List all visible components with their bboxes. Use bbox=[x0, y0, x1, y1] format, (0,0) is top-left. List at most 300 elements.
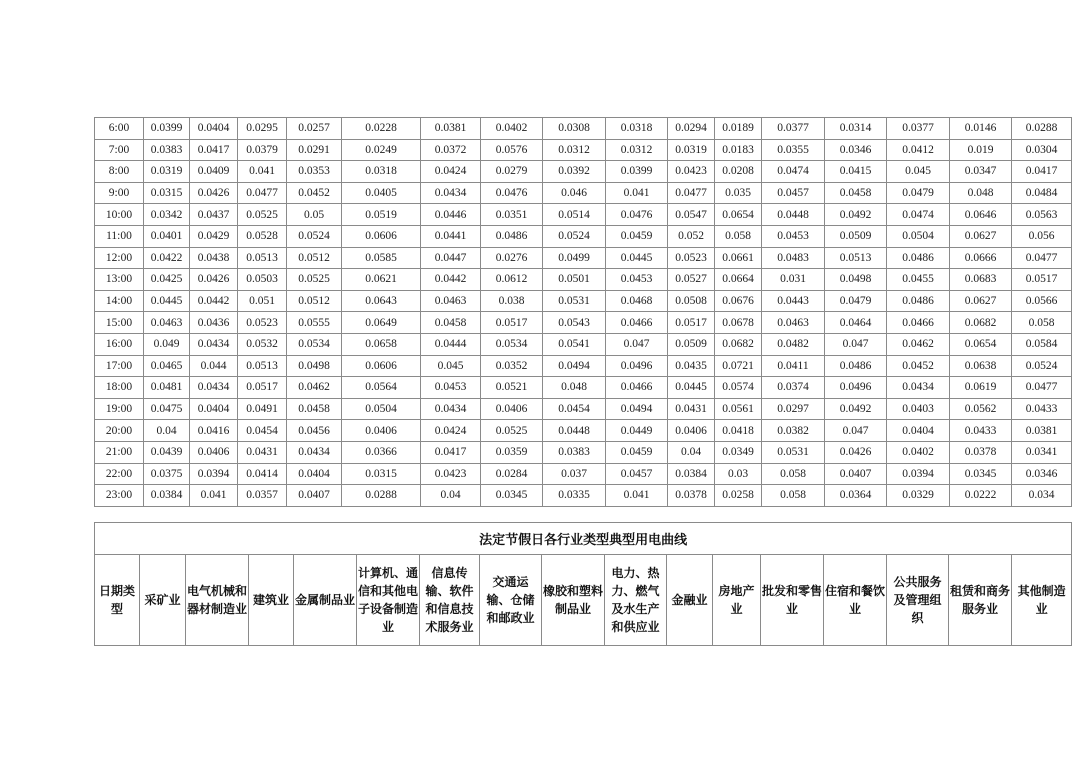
value-cell: 0.0496 bbox=[606, 355, 668, 377]
value-cell: 0.034 bbox=[1012, 485, 1072, 507]
value-cell: 0.0446 bbox=[421, 204, 481, 226]
value-cell: 0.0404 bbox=[190, 398, 238, 420]
value-cell: 0.0341 bbox=[1012, 441, 1072, 463]
value-cell: 0.0481 bbox=[144, 377, 190, 399]
value-cell: 0.0439 bbox=[144, 441, 190, 463]
value-cell: 0.0468 bbox=[606, 290, 668, 312]
value-cell: 0.0498 bbox=[287, 355, 342, 377]
hourly-row bbox=[95, 161, 1072, 183]
time-cell: 23:00 bbox=[95, 485, 144, 507]
value-cell: 0.0422 bbox=[144, 247, 190, 269]
value-cell: 0.0351 bbox=[481, 204, 543, 226]
value-cell: 0.0315 bbox=[144, 182, 190, 204]
value-cell: 0.0525 bbox=[287, 269, 342, 291]
value-cell: 0.0318 bbox=[342, 161, 421, 183]
industry-column-header: 建筑业 bbox=[249, 555, 294, 646]
value-cell: 0.0394 bbox=[190, 463, 238, 485]
value-cell: 0.0384 bbox=[144, 485, 190, 507]
value-cell: 0.0378 bbox=[950, 441, 1012, 463]
industry-column-header: 公共服务及管理组织 bbox=[887, 555, 949, 646]
time-cell: 21:00 bbox=[95, 441, 144, 463]
value-cell: 0.0425 bbox=[144, 269, 190, 291]
hourly-row bbox=[95, 312, 1072, 334]
value-cell: 0.041 bbox=[606, 182, 668, 204]
time-cell: 13:00 bbox=[95, 269, 144, 291]
value-cell: 0.0512 bbox=[287, 290, 342, 312]
value-cell: 0.0517 bbox=[238, 377, 287, 399]
value-cell: 0.0257 bbox=[287, 118, 342, 140]
value-cell: 0.0477 bbox=[1012, 377, 1072, 399]
time-cell: 19:00 bbox=[95, 398, 144, 420]
value-cell: 0.0295 bbox=[238, 118, 287, 140]
value-cell: 0.0411 bbox=[762, 355, 825, 377]
hourly-row bbox=[95, 333, 1072, 355]
value-cell: 0.0486 bbox=[887, 247, 950, 269]
industry-column-header: 金融业 bbox=[667, 555, 713, 646]
time-cell: 20:00 bbox=[95, 420, 144, 442]
value-cell: 0.0486 bbox=[887, 290, 950, 312]
value-cell: 0.0508 bbox=[668, 290, 715, 312]
value-cell: 0.0524 bbox=[1012, 355, 1072, 377]
value-cell: 0.0291 bbox=[287, 139, 342, 161]
value-cell: 0.0541 bbox=[543, 333, 606, 355]
value-cell: 0.0416 bbox=[190, 420, 238, 442]
value-cell: 0.0399 bbox=[606, 161, 668, 183]
time-cell: 10:00 bbox=[95, 204, 144, 226]
value-cell: 0.0346 bbox=[1012, 463, 1072, 485]
value-cell: 0.0479 bbox=[825, 290, 887, 312]
value-cell: 0.0294 bbox=[668, 118, 715, 140]
value-cell: 0.0509 bbox=[668, 333, 715, 355]
value-cell: 0.058 bbox=[762, 485, 825, 507]
time-cell: 11:00 bbox=[95, 225, 144, 247]
value-cell: 0.0381 bbox=[1012, 420, 1072, 442]
value-cell: 0.0606 bbox=[342, 225, 421, 247]
value-cell: 0.0682 bbox=[950, 312, 1012, 334]
value-cell: 0.0455 bbox=[887, 269, 950, 291]
value-cell: 0.0437 bbox=[190, 204, 238, 226]
value-cell: 0.0503 bbox=[238, 269, 287, 291]
value-cell: 0.0721 bbox=[715, 355, 762, 377]
value-cell: 0.0523 bbox=[238, 312, 287, 334]
value-cell: 0.0564 bbox=[342, 377, 421, 399]
value-cell: 0.0476 bbox=[481, 182, 543, 204]
value-cell: 0.0297 bbox=[762, 398, 825, 420]
value-cell: 0.0494 bbox=[606, 398, 668, 420]
value-cell: 0.058 bbox=[762, 463, 825, 485]
value-cell: 0.0474 bbox=[887, 204, 950, 226]
value-cell: 0.0525 bbox=[238, 204, 287, 226]
value-cell: 0.0452 bbox=[287, 182, 342, 204]
value-cell: 0.0312 bbox=[606, 139, 668, 161]
industry-column-header: 其他制造业 bbox=[1012, 555, 1072, 646]
value-cell: 0.0319 bbox=[144, 161, 190, 183]
value-cell: 0.0683 bbox=[950, 269, 1012, 291]
value-cell: 0.0621 bbox=[342, 269, 421, 291]
value-cell: 0.0443 bbox=[762, 290, 825, 312]
value-cell: 0.0405 bbox=[342, 182, 421, 204]
value-cell: 0.0357 bbox=[238, 485, 287, 507]
value-cell: 0.056 bbox=[1012, 225, 1072, 247]
value-cell: 0.0382 bbox=[762, 420, 825, 442]
value-cell: 0.0423 bbox=[668, 161, 715, 183]
value-cell: 0.0318 bbox=[606, 118, 668, 140]
value-cell: 0.0492 bbox=[825, 204, 887, 226]
value-cell: 0.0574 bbox=[715, 377, 762, 399]
value-cell: 0.0496 bbox=[825, 377, 887, 399]
value-cell: 0.0442 bbox=[421, 269, 481, 291]
industry-header-row bbox=[95, 555, 1072, 646]
value-cell: 0.0444 bbox=[421, 333, 481, 355]
value-cell: 0.0335 bbox=[543, 485, 606, 507]
value-cell: 0.0527 bbox=[668, 269, 715, 291]
value-cell: 0.0454 bbox=[238, 420, 287, 442]
value-cell: 0.0563 bbox=[1012, 204, 1072, 226]
value-cell: 0.049 bbox=[144, 333, 190, 355]
time-cell: 7:00 bbox=[95, 139, 144, 161]
value-cell: 0.0364 bbox=[825, 485, 887, 507]
industry-column-header: 房地产业 bbox=[713, 555, 761, 646]
value-cell: 0.0434 bbox=[287, 441, 342, 463]
value-cell: 0.04 bbox=[421, 485, 481, 507]
industry-column-header: 金属制品业 bbox=[294, 555, 357, 646]
value-cell: 0.05 bbox=[287, 204, 342, 226]
value-cell: 0.0378 bbox=[668, 485, 715, 507]
value-cell: 0.04 bbox=[668, 441, 715, 463]
value-cell: 0.0352 bbox=[481, 355, 543, 377]
value-cell: 0.0445 bbox=[144, 290, 190, 312]
value-cell: 0.045 bbox=[887, 161, 950, 183]
value-cell: 0.0436 bbox=[190, 312, 238, 334]
value-cell: 0.0484 bbox=[1012, 182, 1072, 204]
value-cell: 0.0433 bbox=[1012, 398, 1072, 420]
value-cell: 0.0403 bbox=[887, 398, 950, 420]
value-cell: 0.0466 bbox=[606, 312, 668, 334]
value-cell: 0.0441 bbox=[421, 225, 481, 247]
hourly-row bbox=[95, 463, 1072, 485]
value-cell: 0.0479 bbox=[887, 182, 950, 204]
value-cell: 0.0423 bbox=[421, 463, 481, 485]
value-cell: 0.019 bbox=[950, 139, 1012, 161]
value-cell: 0.0512 bbox=[287, 247, 342, 269]
value-cell: 0.0664 bbox=[715, 269, 762, 291]
value-cell: 0.0477 bbox=[238, 182, 287, 204]
value-cell: 0.0465 bbox=[144, 355, 190, 377]
value-cell: 0.0457 bbox=[762, 182, 825, 204]
time-cell: 6:00 bbox=[95, 118, 144, 140]
value-cell: 0.0453 bbox=[762, 225, 825, 247]
value-cell: 0.0208 bbox=[715, 161, 762, 183]
value-cell: 0.0401 bbox=[144, 225, 190, 247]
time-cell: 12:00 bbox=[95, 247, 144, 269]
value-cell: 0.0576 bbox=[481, 139, 543, 161]
value-cell: 0.0399 bbox=[144, 118, 190, 140]
value-cell: 0.0438 bbox=[190, 247, 238, 269]
hourly-row bbox=[95, 398, 1072, 420]
value-cell: 0.0374 bbox=[762, 377, 825, 399]
value-cell: 0.0404 bbox=[190, 118, 238, 140]
value-cell: 0.0404 bbox=[287, 463, 342, 485]
value-cell: 0.051 bbox=[238, 290, 287, 312]
value-cell: 0.0426 bbox=[190, 182, 238, 204]
value-cell: 0.0585 bbox=[342, 247, 421, 269]
value-cell: 0.0477 bbox=[668, 182, 715, 204]
value-cell: 0.0491 bbox=[238, 398, 287, 420]
value-cell: 0.0453 bbox=[606, 269, 668, 291]
value-cell: 0.0424 bbox=[421, 161, 481, 183]
value-cell: 0.047 bbox=[825, 420, 887, 442]
value-cell: 0.0452 bbox=[887, 355, 950, 377]
hourly-row bbox=[95, 118, 1072, 140]
value-cell: 0.0477 bbox=[1012, 247, 1072, 269]
value-cell: 0.0524 bbox=[287, 225, 342, 247]
value-cell: 0.0476 bbox=[606, 204, 668, 226]
hourly-row bbox=[95, 420, 1072, 442]
value-cell: 0.0454 bbox=[543, 398, 606, 420]
value-cell: 0.0345 bbox=[481, 485, 543, 507]
time-cell: 22:00 bbox=[95, 463, 144, 485]
value-cell: 0.0228 bbox=[342, 118, 421, 140]
value-cell: 0.0459 bbox=[606, 441, 668, 463]
hourly-row bbox=[95, 182, 1072, 204]
value-cell: 0.0494 bbox=[543, 355, 606, 377]
time-cell: 9:00 bbox=[95, 182, 144, 204]
value-cell: 0.0319 bbox=[668, 139, 715, 161]
value-cell: 0.0434 bbox=[421, 398, 481, 420]
value-cell: 0.0349 bbox=[715, 441, 762, 463]
value-cell: 0.0345 bbox=[950, 463, 1012, 485]
hourly-values-table bbox=[94, 117, 1072, 507]
value-cell: 0.0464 bbox=[825, 312, 887, 334]
value-cell: 0.031 bbox=[762, 269, 825, 291]
value-cell: 0.04 bbox=[144, 420, 190, 442]
value-cell: 0.0448 bbox=[543, 420, 606, 442]
value-cell: 0.0458 bbox=[825, 182, 887, 204]
value-cell: 0.0406 bbox=[481, 398, 543, 420]
value-cell: 0.0445 bbox=[606, 247, 668, 269]
value-cell: 0.0415 bbox=[825, 161, 887, 183]
hourly-row bbox=[95, 269, 1072, 291]
value-cell: 0.0189 bbox=[715, 118, 762, 140]
value-cell: 0.0431 bbox=[238, 441, 287, 463]
value-cell: 0.0517 bbox=[1012, 269, 1072, 291]
value-cell: 0.048 bbox=[950, 182, 1012, 204]
industry-column-header: 批发和零售业 bbox=[761, 555, 824, 646]
value-cell: 0.0447 bbox=[421, 247, 481, 269]
value-cell: 0.0524 bbox=[543, 225, 606, 247]
value-cell: 0.0498 bbox=[825, 269, 887, 291]
value-cell: 0.0435 bbox=[668, 355, 715, 377]
value-cell: 0.0288 bbox=[342, 485, 421, 507]
value-cell: 0.035 bbox=[715, 182, 762, 204]
value-cell: 0.0347 bbox=[950, 161, 1012, 183]
value-cell: 0.0509 bbox=[825, 225, 887, 247]
value-cell: 0.0417 bbox=[190, 139, 238, 161]
value-cell: 0.0312 bbox=[543, 139, 606, 161]
value-cell: 0.0284 bbox=[481, 463, 543, 485]
value-cell: 0.0417 bbox=[1012, 161, 1072, 183]
value-cell: 0.0463 bbox=[421, 290, 481, 312]
value-cell: 0.0492 bbox=[825, 398, 887, 420]
value-cell: 0.0646 bbox=[950, 204, 1012, 226]
value-cell: 0.0466 bbox=[606, 377, 668, 399]
industry-column-header: 采矿业 bbox=[140, 555, 186, 646]
value-cell: 0.0249 bbox=[342, 139, 421, 161]
value-cell: 0.0517 bbox=[668, 312, 715, 334]
value-cell: 0.0523 bbox=[668, 247, 715, 269]
hourly-row bbox=[95, 290, 1072, 312]
hourly-row bbox=[95, 204, 1072, 226]
value-cell: 0.0682 bbox=[715, 333, 762, 355]
hourly-row bbox=[95, 247, 1072, 269]
value-cell: 0.0353 bbox=[287, 161, 342, 183]
value-cell: 0.0434 bbox=[421, 182, 481, 204]
value-cell: 0.0466 bbox=[887, 312, 950, 334]
value-cell: 0.0638 bbox=[950, 355, 1012, 377]
hourly-row bbox=[95, 485, 1072, 507]
value-cell: 0.0513 bbox=[238, 355, 287, 377]
value-cell: 0.0426 bbox=[190, 269, 238, 291]
time-cell: 17:00 bbox=[95, 355, 144, 377]
value-cell: 0.0474 bbox=[762, 161, 825, 183]
industry-column-header: 电气机械和器材制造业 bbox=[186, 555, 249, 646]
value-cell: 0.0584 bbox=[1012, 333, 1072, 355]
value-cell: 0.0649 bbox=[342, 312, 421, 334]
value-cell: 0.0504 bbox=[342, 398, 421, 420]
value-cell: 0.0412 bbox=[887, 139, 950, 161]
value-cell: 0.0366 bbox=[342, 441, 421, 463]
value-cell: 0.0417 bbox=[421, 441, 481, 463]
value-cell: 0.048 bbox=[543, 377, 606, 399]
value-cell: 0.044 bbox=[190, 355, 238, 377]
hourly-row bbox=[95, 355, 1072, 377]
value-cell: 0.0513 bbox=[238, 247, 287, 269]
hourly-row bbox=[95, 139, 1072, 161]
value-cell: 0.0407 bbox=[287, 485, 342, 507]
value-cell: 0.0678 bbox=[715, 312, 762, 334]
holiday-industry-table bbox=[94, 522, 1072, 646]
value-cell: 0.0424 bbox=[421, 420, 481, 442]
value-cell: 0.0431 bbox=[668, 398, 715, 420]
value-cell: 0.0258 bbox=[715, 485, 762, 507]
value-cell: 0.0462 bbox=[287, 377, 342, 399]
value-cell: 0.0457 bbox=[606, 463, 668, 485]
value-cell: 0.046 bbox=[543, 182, 606, 204]
value-cell: 0.0547 bbox=[668, 204, 715, 226]
industry-column-header: 电力、热力、燃气及水生产和供应业 bbox=[605, 555, 667, 646]
value-cell: 0.0483 bbox=[762, 247, 825, 269]
holiday-table-title-row bbox=[95, 523, 1072, 555]
value-cell: 0.0429 bbox=[190, 225, 238, 247]
value-cell: 0.0475 bbox=[144, 398, 190, 420]
value-cell: 0.041 bbox=[190, 485, 238, 507]
industry-column-header: 橡胶和塑料制品业 bbox=[542, 555, 605, 646]
value-cell: 0.0627 bbox=[950, 290, 1012, 312]
value-cell: 0.0342 bbox=[144, 204, 190, 226]
value-cell: 0.0222 bbox=[950, 485, 1012, 507]
value-cell: 0.0359 bbox=[481, 441, 543, 463]
value-cell: 0.052 bbox=[668, 225, 715, 247]
hourly-table-body bbox=[95, 118, 1072, 507]
value-cell: 0.0534 bbox=[287, 333, 342, 355]
value-cell: 0.0383 bbox=[543, 441, 606, 463]
hourly-row bbox=[95, 441, 1072, 463]
value-cell: 0.0379 bbox=[238, 139, 287, 161]
value-cell: 0.058 bbox=[1012, 312, 1072, 334]
value-cell: 0.0555 bbox=[287, 312, 342, 334]
value-cell: 0.0183 bbox=[715, 139, 762, 161]
value-cell: 0.0459 bbox=[606, 225, 668, 247]
value-cell: 0.0666 bbox=[950, 247, 1012, 269]
value-cell: 0.038 bbox=[481, 290, 543, 312]
value-cell: 0.0404 bbox=[887, 420, 950, 442]
value-cell: 0.0406 bbox=[342, 420, 421, 442]
value-cell: 0.0434 bbox=[887, 377, 950, 399]
value-cell: 0.0434 bbox=[190, 377, 238, 399]
value-cell: 0.037 bbox=[543, 463, 606, 485]
value-cell: 0.0543 bbox=[543, 312, 606, 334]
value-cell: 0.0486 bbox=[825, 355, 887, 377]
value-cell: 0.0606 bbox=[342, 355, 421, 377]
value-cell: 0.0414 bbox=[238, 463, 287, 485]
value-cell: 0.0534 bbox=[481, 333, 543, 355]
value-cell: 0.0381 bbox=[421, 118, 481, 140]
value-cell: 0.0531 bbox=[543, 290, 606, 312]
value-cell: 0.0433 bbox=[950, 420, 1012, 442]
value-cell: 0.0329 bbox=[887, 485, 950, 507]
value-cell: 0.0463 bbox=[762, 312, 825, 334]
value-cell: 0.0445 bbox=[668, 377, 715, 399]
value-cell: 0.0562 bbox=[950, 398, 1012, 420]
value-cell: 0.0561 bbox=[715, 398, 762, 420]
value-cell: 0.0314 bbox=[825, 118, 887, 140]
value-cell: 0.0407 bbox=[825, 463, 887, 485]
value-cell: 0.0394 bbox=[887, 463, 950, 485]
value-cell: 0.0304 bbox=[1012, 139, 1072, 161]
time-cell: 8:00 bbox=[95, 161, 144, 183]
time-cell: 18:00 bbox=[95, 377, 144, 399]
value-cell: 0.0402 bbox=[887, 441, 950, 463]
value-cell: 0.0308 bbox=[543, 118, 606, 140]
value-cell: 0.03 bbox=[715, 463, 762, 485]
value-cell: 0.0406 bbox=[668, 420, 715, 442]
hourly-row bbox=[95, 225, 1072, 247]
value-cell: 0.0288 bbox=[1012, 118, 1072, 140]
value-cell: 0.0517 bbox=[481, 312, 543, 334]
value-cell: 0.0409 bbox=[190, 161, 238, 183]
value-cell: 0.0346 bbox=[825, 139, 887, 161]
value-cell: 0.0377 bbox=[887, 118, 950, 140]
industry-column-header: 信息传输、软件和信息技术服务业 bbox=[420, 555, 480, 646]
value-cell: 0.041 bbox=[238, 161, 287, 183]
value-cell: 0.0402 bbox=[481, 118, 543, 140]
value-cell: 0.0499 bbox=[543, 247, 606, 269]
value-cell: 0.0619 bbox=[950, 377, 1012, 399]
holiday-table-title: 法定节假日各行业类型典型用电曲线 bbox=[95, 523, 1072, 555]
value-cell: 0.0146 bbox=[950, 118, 1012, 140]
value-cell: 0.0458 bbox=[287, 398, 342, 420]
value-cell: 0.0661 bbox=[715, 247, 762, 269]
value-cell: 0.0566 bbox=[1012, 290, 1072, 312]
value-cell: 0.0658 bbox=[342, 333, 421, 355]
time-cell: 16:00 bbox=[95, 333, 144, 355]
industry-column-header: 日期类型 bbox=[95, 555, 140, 646]
time-cell: 15:00 bbox=[95, 312, 144, 334]
value-cell: 0.0514 bbox=[543, 204, 606, 226]
value-cell: 0.0384 bbox=[668, 463, 715, 485]
industry-column-header: 计算机、通信和其他电子设备制造业 bbox=[357, 555, 420, 646]
value-cell: 0.0519 bbox=[342, 204, 421, 226]
